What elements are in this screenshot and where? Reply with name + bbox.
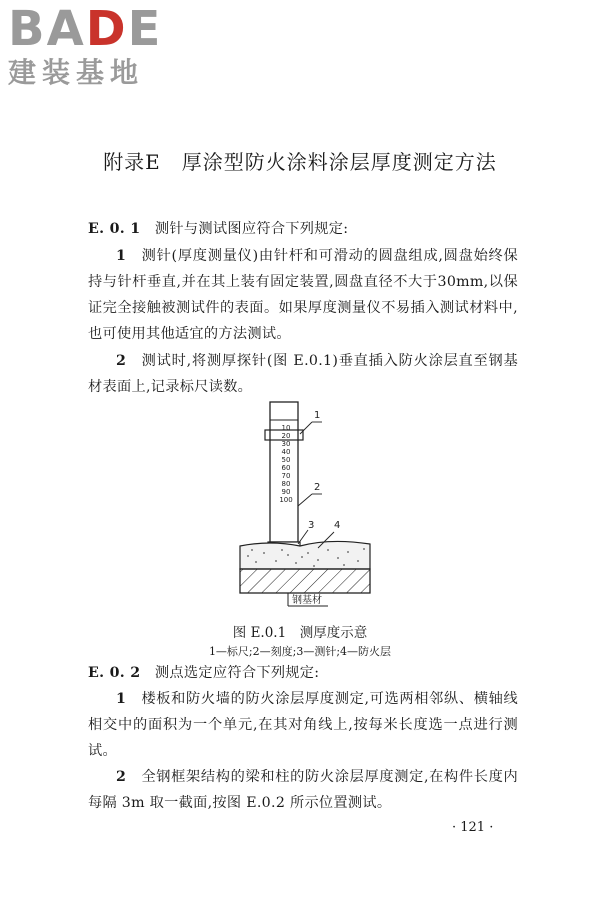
clause-e02-item1: 1 楼板和防火墙的防火涂层厚度测定,可选两相邻纵、横轴线相交中的面积为一个单元,在其对角线上,按每米长度选一点进行测试。 [88, 691, 518, 759]
figure-caption: 图 E.0.1 测厚度示意 [232, 625, 368, 641]
clause-e02-item2: 2 全钢框架结构的梁和柱的防火涂层厚度测定,在构件长度内每隔 3m 取一截面,按图 E.0.2 所示位置测试。 [88, 769, 518, 811]
clause-text: 测点选定应符合下列规定: [154, 665, 320, 681]
clause-e01-item2: 2 测试时,将测厚探针(图 E.0.1)垂直插入防火涂层直至钢基材表面上,记录标尺读数。 [88, 353, 518, 395]
scale-tick: 20 [281, 432, 291, 440]
scale-tick: 10 [281, 424, 291, 432]
scale-tick: 90 [281, 488, 291, 496]
clause-number: E. 0. 2 [88, 665, 141, 681]
scale-tick: 80 [281, 480, 291, 488]
logo-subtitle: 建装基地 [8, 56, 145, 89]
base-label: 钢基材 [292, 595, 322, 606]
scale-tick: 30 [281, 440, 291, 448]
figure-legend: 1—标尺;2—刻度;3—测针;4—防火层 [208, 645, 392, 658]
clause-e01 [88, 216, 518, 242]
clause-number: E. 0. 1 [88, 221, 141, 237]
fire-coating-layer [240, 541, 370, 569]
page-number: · 121 · [452, 820, 494, 835]
appendix-title: 附录E 厚涂型防火涂料涂层厚度测定方法 [103, 150, 497, 174]
clause-text: 测针与测试图应符合下列规定: [154, 221, 349, 237]
scale-tick: 70 [281, 472, 291, 480]
callout-4: 4 [334, 520, 341, 531]
scale-tick: 50 [281, 456, 291, 464]
scale-tick: 60 [281, 464, 291, 472]
callout-1: 1 [314, 410, 321, 421]
steel-base [240, 569, 370, 593]
thickness-probe-figure [230, 398, 380, 620]
scale-tick: 100 [279, 496, 293, 504]
callout-2: 2 [314, 482, 321, 493]
logo-wordmark: BADE [8, 1, 163, 57]
callout-3: 3 [308, 520, 315, 531]
clause-e01-item1: 1 测针(厚度测量仪)由针杆和可滑动的圆盘组成,圆盘始终保持与针杆垂直,并在其上装有固定装置,圆盘直径不大于30mm,以保证完全接触被测试件的表面。如果厚度测量仪不易插入测试材料中,也可使用其他适宜的方法测试。 [88, 248, 518, 342]
brand-logo [8, 1, 163, 90]
scale-tick: 40 [281, 448, 291, 456]
clause-e02 [88, 660, 518, 686]
